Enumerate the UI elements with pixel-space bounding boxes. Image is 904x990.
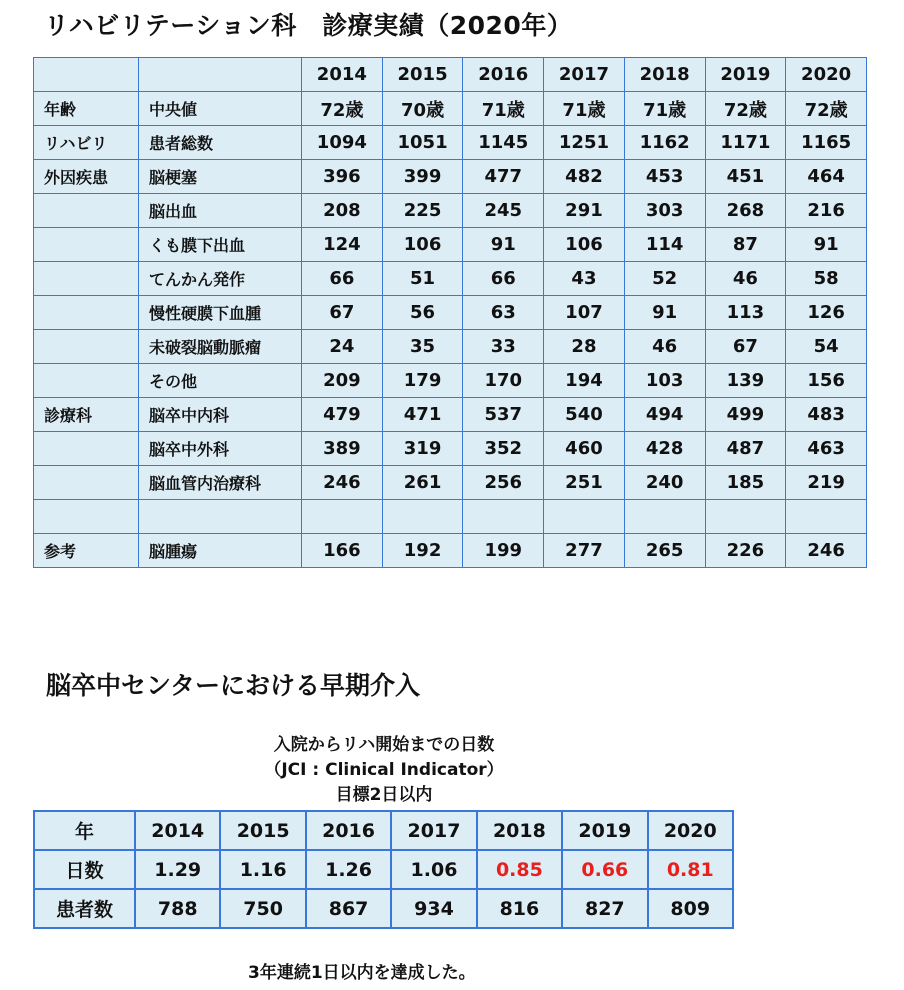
table-row xyxy=(34,432,867,466)
row-item-label: てんかん発作 xyxy=(139,262,302,296)
table-row xyxy=(34,330,867,364)
table-cell: 139 xyxy=(705,364,786,398)
table-row xyxy=(34,534,867,568)
table-cell: 291 xyxy=(544,194,625,228)
table-cell: 537 xyxy=(463,398,544,432)
table-cell: 56 xyxy=(382,296,463,330)
year-header-cell: 2017 xyxy=(544,58,625,92)
patients-value-cell: 934 xyxy=(391,889,476,928)
table-cell: 124 xyxy=(302,228,383,262)
patients-value-cell: 827 xyxy=(562,889,647,928)
table-row xyxy=(34,296,867,330)
table-row xyxy=(34,126,867,160)
row-item-label: 脳腫瘍 xyxy=(139,534,302,568)
days-row xyxy=(34,850,733,889)
row-group-label xyxy=(34,262,139,296)
table-cell: 106 xyxy=(382,228,463,262)
row-item-label: 脳出血 xyxy=(139,194,302,228)
patients-label-cell: 患者数 xyxy=(34,889,135,928)
table-cell: 482 xyxy=(544,160,625,194)
table-cell: 396 xyxy=(302,160,383,194)
table-cell: 451 xyxy=(705,160,786,194)
table-row xyxy=(34,160,867,194)
table-cell: 106 xyxy=(544,228,625,262)
table-cell: 70歳 xyxy=(382,92,463,126)
year-header-cell: 2017 xyxy=(391,811,476,850)
days-value-cell: 1.29 xyxy=(135,850,220,889)
table-cell: 156 xyxy=(786,364,867,398)
table-row xyxy=(34,398,867,432)
row-group-label: リハビリ xyxy=(34,126,139,160)
table-cell: 303 xyxy=(624,194,705,228)
table-cell: 1171 xyxy=(705,126,786,160)
row-group-label xyxy=(34,466,139,500)
table-cell: 71歳 xyxy=(624,92,705,126)
header-empty-cell xyxy=(34,58,139,92)
table-header-row xyxy=(34,58,867,92)
table-row xyxy=(34,364,867,398)
table-cell: 192 xyxy=(382,534,463,568)
row-item-label: 脳血管内治療科 xyxy=(139,466,302,500)
row-item-label: 未破裂脳動脈瘤 xyxy=(139,330,302,364)
row-item-label: 中央値 xyxy=(139,92,302,126)
table-cell: 107 xyxy=(544,296,625,330)
days-value-cell: 1.16 xyxy=(220,850,305,889)
table-cell: 1165 xyxy=(786,126,867,160)
table-cell: 166 xyxy=(302,534,383,568)
table-cell: 72歳 xyxy=(786,92,867,126)
table-cell: 58 xyxy=(786,262,867,296)
year-header-cell: 2018 xyxy=(477,811,562,850)
days-value-cell: 1.06 xyxy=(391,850,476,889)
table-cell: 540 xyxy=(544,398,625,432)
table-cell: 256 xyxy=(463,466,544,500)
year-header-cell: 2019 xyxy=(562,811,647,850)
year-header-cell: 2018 xyxy=(624,58,705,92)
table-cell: 479 xyxy=(302,398,383,432)
table-cell: 471 xyxy=(382,398,463,432)
table-cell: 103 xyxy=(624,364,705,398)
table-cell: 91 xyxy=(463,228,544,262)
row-item-label: その他 xyxy=(139,364,302,398)
early-intervention-table xyxy=(33,810,734,929)
row-group-label: 診療科 xyxy=(34,398,139,432)
table-cell: 1251 xyxy=(544,126,625,160)
table-cell: 52 xyxy=(624,262,705,296)
row-group-label: 参考 xyxy=(34,534,139,568)
row-item-label xyxy=(139,500,302,534)
table-cell: 453 xyxy=(624,160,705,194)
table-cell: 71歳 xyxy=(544,92,625,126)
table-cell: 71歳 xyxy=(463,92,544,126)
year-header-cell: 2019 xyxy=(705,58,786,92)
table-cell: 219 xyxy=(786,466,867,500)
table-cell: 389 xyxy=(302,432,383,466)
patients-value-cell: 788 xyxy=(135,889,220,928)
table-cell: 494 xyxy=(624,398,705,432)
table-cell: 209 xyxy=(302,364,383,398)
table-row xyxy=(34,262,867,296)
section-title: 脳卒中センターにおける早期介入 xyxy=(46,671,421,700)
table-cell: 194 xyxy=(544,364,625,398)
year-header-cell: 2015 xyxy=(382,58,463,92)
patients-value-cell: 809 xyxy=(648,889,733,928)
year-label-cell: 年 xyxy=(34,811,135,850)
table-cell: 91 xyxy=(786,228,867,262)
header-empty-cell xyxy=(139,58,302,92)
row-group-label xyxy=(34,364,139,398)
row-item-label: 慢性硬膜下血腫 xyxy=(139,296,302,330)
table-header-row xyxy=(34,811,733,850)
table-cell: 54 xyxy=(786,330,867,364)
days-value-cell: 0.81 xyxy=(648,850,733,889)
table-cell: 1162 xyxy=(624,126,705,160)
row-group-label xyxy=(34,194,139,228)
table-cell: 216 xyxy=(786,194,867,228)
table-cell: 277 xyxy=(544,534,625,568)
table-cell: 51 xyxy=(382,262,463,296)
table-cell: 268 xyxy=(705,194,786,228)
year-header-cell: 2020 xyxy=(648,811,733,850)
year-header-cell: 2014 xyxy=(135,811,220,850)
table-cell: 245 xyxy=(463,194,544,228)
year-header-cell: 2016 xyxy=(463,58,544,92)
table-cell: 24 xyxy=(302,330,383,364)
table-cell xyxy=(624,500,705,534)
days-value-cell: 1.26 xyxy=(306,850,391,889)
table-cell: 179 xyxy=(382,364,463,398)
table-cell: 428 xyxy=(624,432,705,466)
table-cell: 170 xyxy=(463,364,544,398)
row-group-label xyxy=(34,228,139,262)
table-cell: 1094 xyxy=(302,126,383,160)
table-row xyxy=(34,194,867,228)
table-cell: 352 xyxy=(463,432,544,466)
table-cell: 460 xyxy=(544,432,625,466)
table-cell: 28 xyxy=(544,330,625,364)
year-header-cell: 2014 xyxy=(302,58,383,92)
table-cell: 199 xyxy=(463,534,544,568)
table-cell: 72歳 xyxy=(705,92,786,126)
table-row xyxy=(34,466,867,500)
row-item-label: 患者総数 xyxy=(139,126,302,160)
patients-value-cell: 816 xyxy=(477,889,562,928)
table-cell: 246 xyxy=(786,534,867,568)
days-label-cell: 日数 xyxy=(34,850,135,889)
table-cell: 483 xyxy=(786,398,867,432)
table-cell xyxy=(705,500,786,534)
patients-value-cell: 750 xyxy=(220,889,305,928)
table-cell: 240 xyxy=(624,466,705,500)
table-cell: 46 xyxy=(705,262,786,296)
table-cell: 67 xyxy=(705,330,786,364)
page-title: リハビリテーション科 診療実績（2020年） xyxy=(44,11,573,40)
row-item-label: 脳梗塞 xyxy=(139,160,302,194)
row-item-label: 脳卒中外科 xyxy=(139,432,302,466)
table-cell: 246 xyxy=(302,466,383,500)
table-cell: 265 xyxy=(624,534,705,568)
table-cell: 225 xyxy=(382,194,463,228)
table-cell: 126 xyxy=(786,296,867,330)
table-cell: 208 xyxy=(302,194,383,228)
table-cell: 46 xyxy=(624,330,705,364)
table-cell: 91 xyxy=(624,296,705,330)
year-header-cell: 2020 xyxy=(786,58,867,92)
table-cell xyxy=(786,500,867,534)
table-cell: 261 xyxy=(382,466,463,500)
table-cell: 463 xyxy=(786,432,867,466)
table-cell: 319 xyxy=(382,432,463,466)
row-group-label xyxy=(34,296,139,330)
row-group-label xyxy=(34,432,139,466)
row-group-label xyxy=(34,500,139,534)
table-cell: 35 xyxy=(382,330,463,364)
table-row xyxy=(34,500,867,534)
days-value-cell: 0.85 xyxy=(477,850,562,889)
chart-subtitle: 入院からリハ開始までの日数 xyxy=(273,735,495,755)
row-item-label: 脳卒中内科 xyxy=(139,398,302,432)
year-header-cell: 2015 xyxy=(220,811,305,850)
row-item-label: くも膜下出血 xyxy=(139,228,302,262)
table-cell: 499 xyxy=(705,398,786,432)
table-cell xyxy=(544,500,625,534)
table-cell: 1145 xyxy=(463,126,544,160)
table-cell: 67 xyxy=(302,296,383,330)
conclusion-text: 3年連続1日以内を達成した。 xyxy=(248,963,476,983)
table-row xyxy=(34,92,867,126)
table-cell: 66 xyxy=(463,262,544,296)
table-cell: 87 xyxy=(705,228,786,262)
table-cell: 464 xyxy=(786,160,867,194)
table-cell: 477 xyxy=(463,160,544,194)
table-cell: 251 xyxy=(544,466,625,500)
table-cell: 487 xyxy=(705,432,786,466)
patients-row xyxy=(34,889,733,928)
table-cell: 66 xyxy=(302,262,383,296)
row-group-label: 外因疾患 xyxy=(34,160,139,194)
table-cell: 114 xyxy=(624,228,705,262)
table-cell: 72歳 xyxy=(302,92,383,126)
year-header-cell: 2016 xyxy=(306,811,391,850)
table-cell: 113 xyxy=(705,296,786,330)
days-value-cell: 0.66 xyxy=(562,850,647,889)
table-cell: 1051 xyxy=(382,126,463,160)
table-cell xyxy=(382,500,463,534)
jci-indicator-label: （JCI : Clinical Indicator） xyxy=(264,760,504,780)
table-cell xyxy=(463,500,544,534)
table-cell xyxy=(302,500,383,534)
table-cell: 33 xyxy=(463,330,544,364)
table-cell: 43 xyxy=(544,262,625,296)
table-cell: 226 xyxy=(705,534,786,568)
table-row xyxy=(34,228,867,262)
table-cell: 399 xyxy=(382,160,463,194)
rehab-results-table xyxy=(33,57,867,568)
row-group-label: 年齢 xyxy=(34,92,139,126)
table-cell: 63 xyxy=(463,296,544,330)
table-cell: 185 xyxy=(705,466,786,500)
patients-value-cell: 867 xyxy=(306,889,391,928)
target-label: 目標2日以内 xyxy=(335,785,433,805)
row-group-label xyxy=(34,330,139,364)
